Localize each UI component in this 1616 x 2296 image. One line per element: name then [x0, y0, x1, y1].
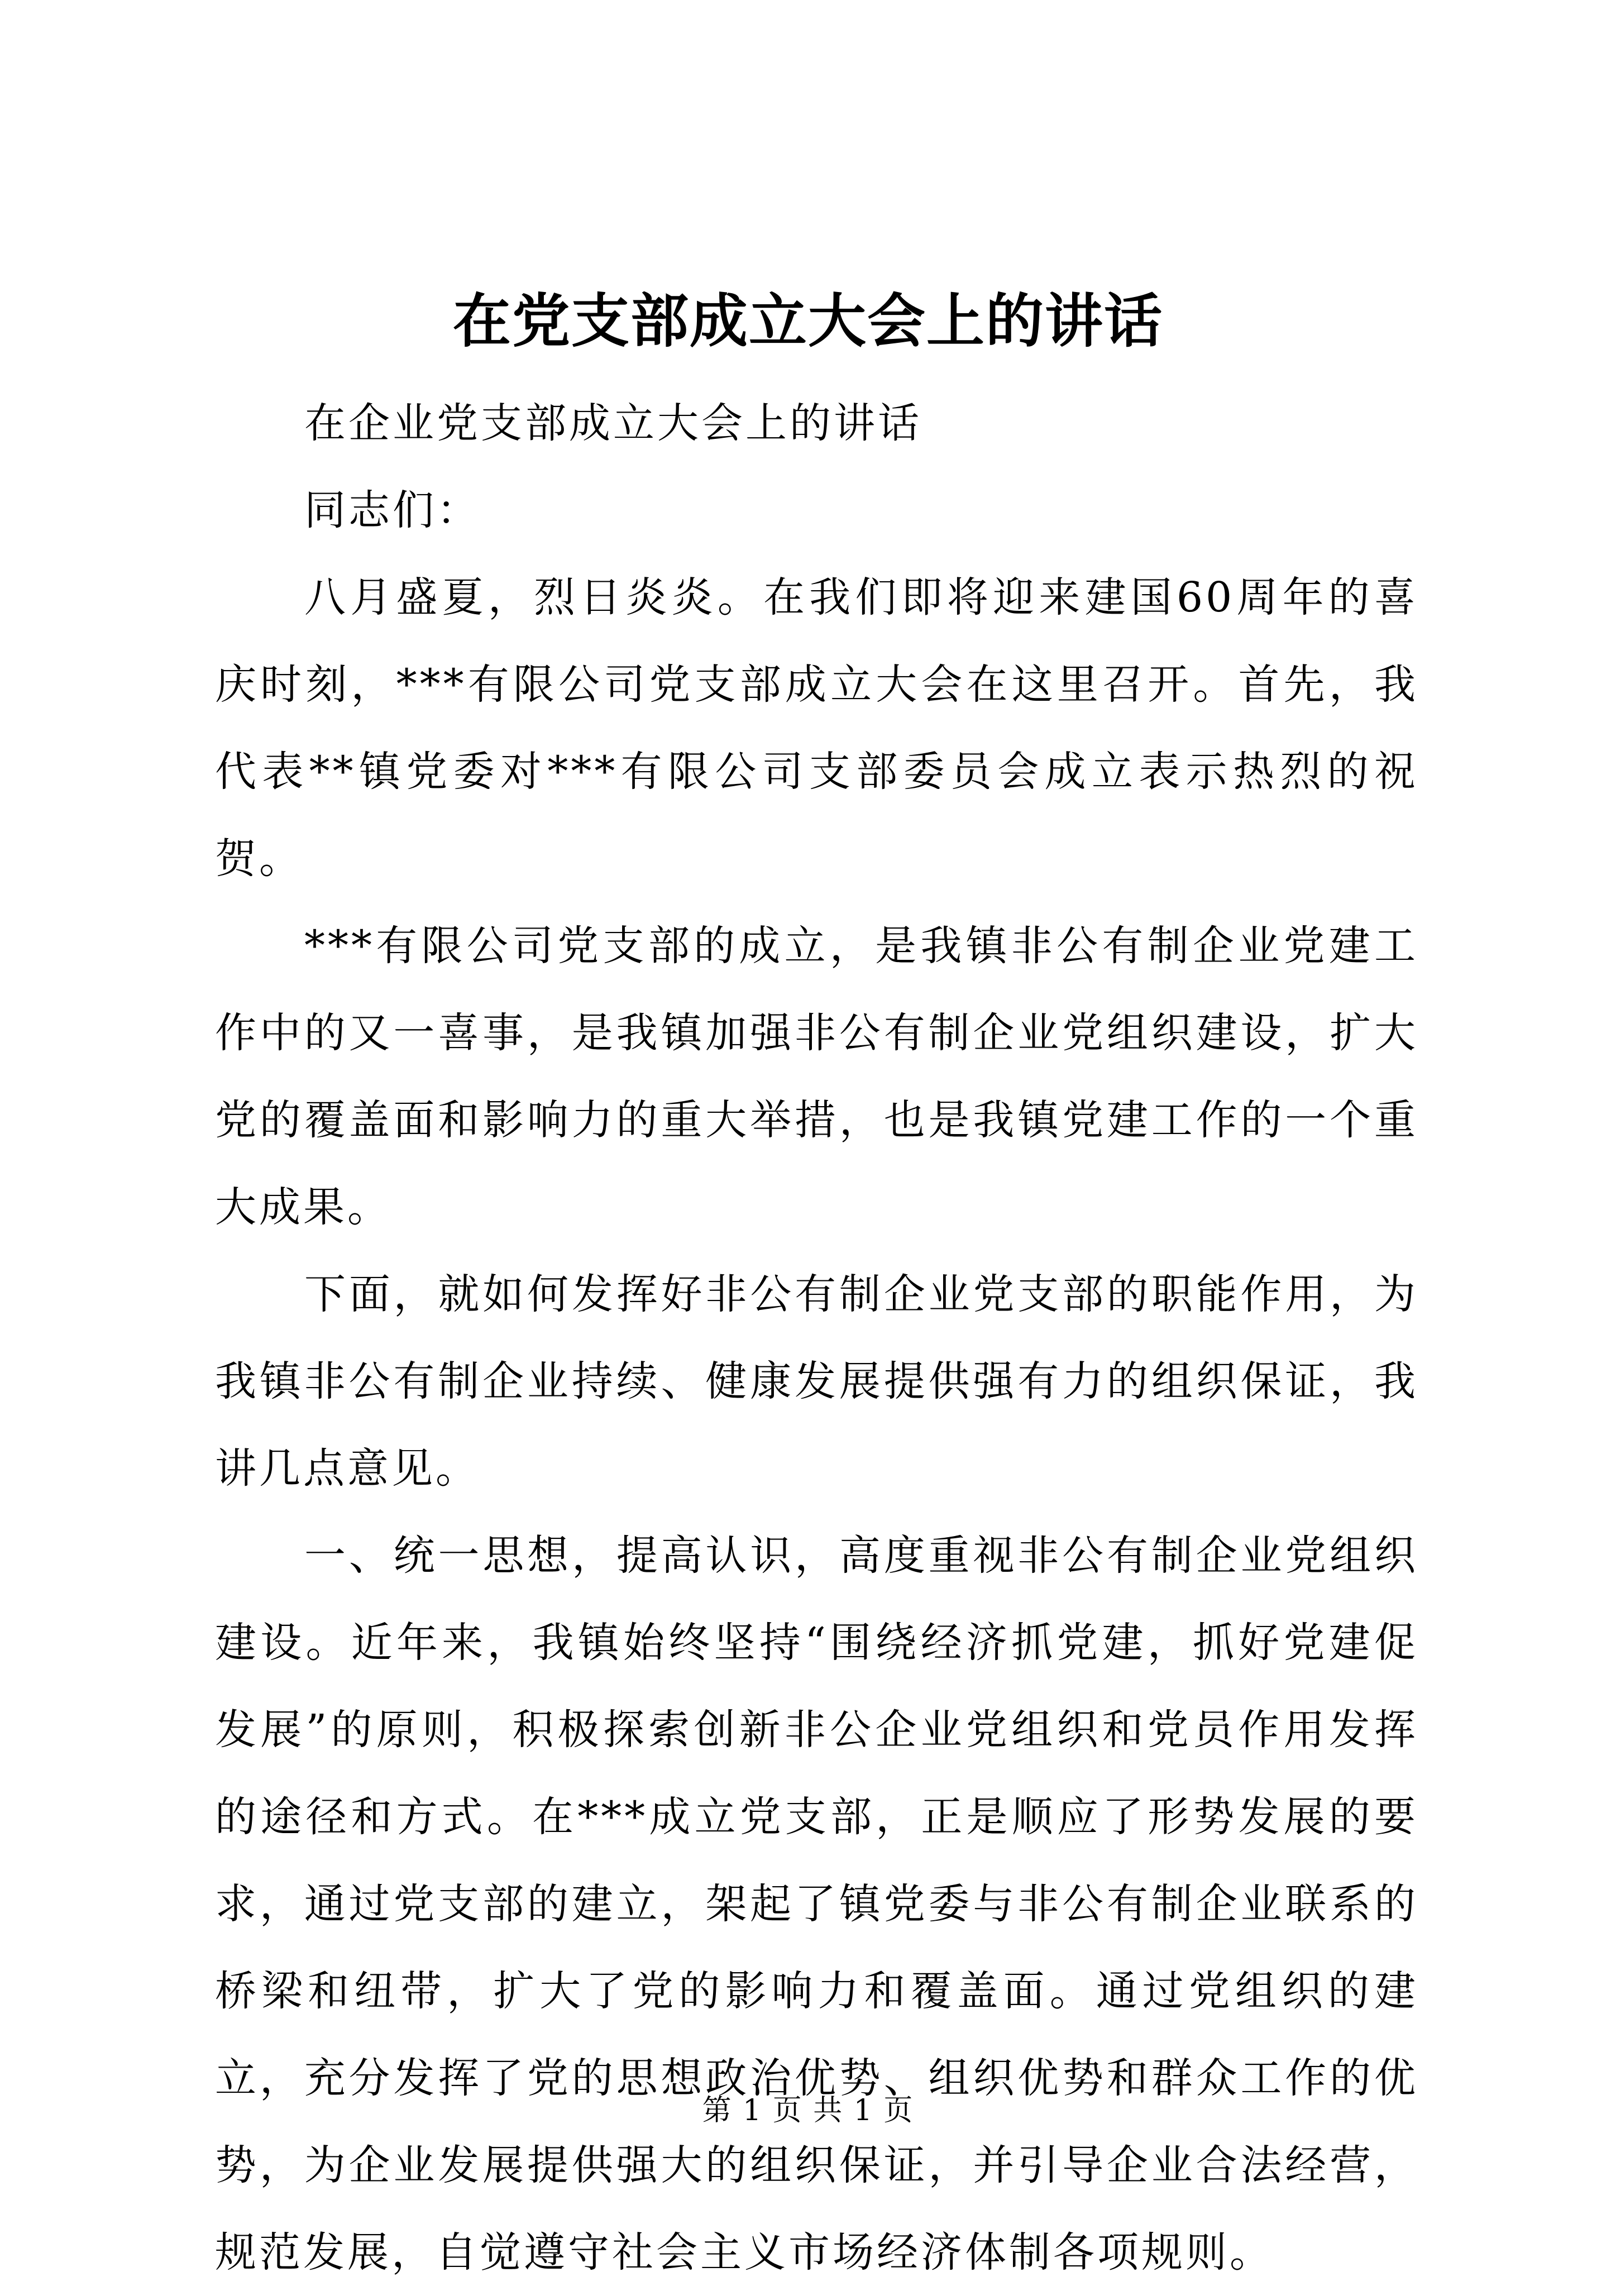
paragraph-1: 八月盛夏，烈日炎炎。在我们即将迎来建国60周年的喜庆时刻，***有限公司党支部成立大会在这里召开。首先，我代表**镇党委对***有限公司支部委员会成立表示热烈的祝贺。 — [215, 573, 1418, 883]
paragraph-3: 下面，就如何发挥好非公有制企业党支部的职能作用，为我镇非公有制企业持续、健康发展提供强有力的组织保证，我讲几点意见。 — [215, 1270, 1418, 1493]
salutation: 同志们： — [304, 486, 481, 534]
paragraph-4: 一、统一思想，提高认识，高度重视非公有制企业党组织建设。近年来，我镇始终坚持“围绕经济抓党建，抓好党建促发展”的原则，积极探索创新非公企业党组织和党员作用发挥的途径和方式。在***成立党支部，正是顺应了形势发展的要求，通过党支部的建立，架起了镇党委与非公有制企业联系的桥梁和纽带，扩大了党的影响力和覆盖面。通过党组织的建立，充分发挥了党的思想政治优势、组织优势和群众工作的优势，为企业发展提供强大的组织保证，并引导企业合法经营，规范发展，自觉遵守社会主义市场经济体制各项规则。 — [215, 1532, 1418, 2276]
document-title: 在党支部成立大会上的讲话 — [452, 286, 1163, 355]
document-subtitle: 在企业党支部成立大会上的讲话 — [304, 399, 922, 447]
page-footer: 第 1 页 共 1 页 — [702, 2094, 914, 2127]
document-body — [215, 380, 1418, 2296]
paragraph-2: ***有限公司党支部的成立，是我镇非公有制企业党建工作中的又一喜事，是我镇加强非公有制企业党组织建设，扩大党的覆盖面和影响力的重大举措，也是我镇党建工作的一个重大成果。 — [215, 922, 1418, 1231]
